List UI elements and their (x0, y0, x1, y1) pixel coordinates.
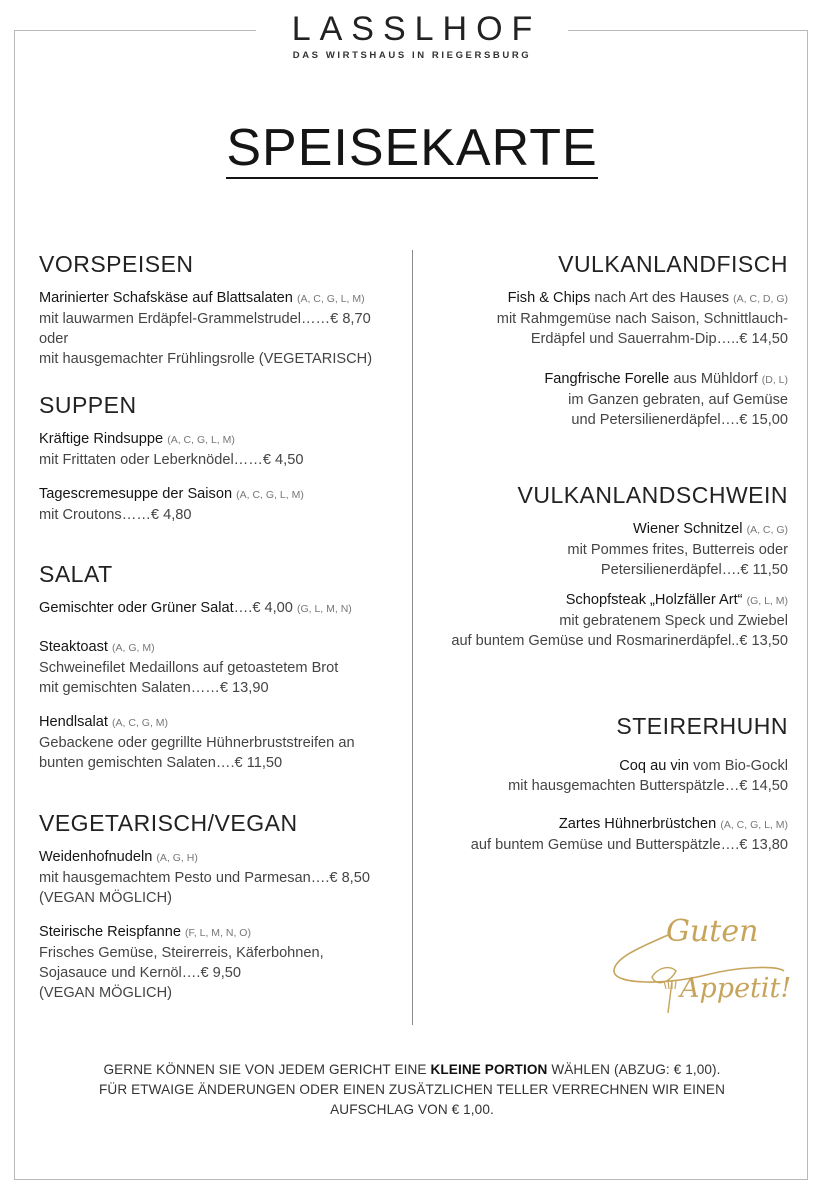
section-title: SALAT (39, 561, 113, 587)
section-vegetarisch (39, 809, 399, 1017)
item-name: Fish & Chips (507, 290, 591, 306)
item-allergens: (G, L, M, N) (296, 603, 352, 615)
footer-line-1-post: WÄHLEN (ABZUG: € 1,00). (547, 1062, 721, 1077)
item-description: Petersilienerdäpfel….€ 11,50 (600, 562, 788, 578)
menu-item (39, 288, 399, 369)
guten-appetit-lettering (606, 905, 792, 1017)
menu-item (39, 637, 399, 698)
footer-line-1-pre: GERNE KÖNNEN SIE VON JEDEM GERICHT EINE (103, 1062, 431, 1077)
item-allergens: (A, C, G, L, M) (296, 293, 365, 305)
item-name: Kräftige Rindsuppe (39, 431, 164, 447)
item-name: Fangfrische Forelle (544, 371, 670, 387)
menu-item (39, 484, 399, 525)
frame-top-line-left (14, 30, 256, 31)
menu-item (420, 519, 788, 580)
item-name: Schopfsteak „Holzfäller Art“ (565, 592, 743, 608)
item-name: Steaktoast (39, 639, 108, 655)
brand-logo (256, 10, 568, 61)
section-schwein (420, 481, 788, 665)
item-name: Wiener Schnitzel (633, 521, 743, 537)
menu-item (39, 922, 399, 1003)
menu-item (39, 598, 399, 619)
item-description: mit Rahmgemüse nach Saison, Schnittlauch- (496, 311, 788, 327)
item-description: Gebackene oder gegrillte Hühnerbruststreifen an (39, 735, 355, 751)
item-description: und Petersilienerdäpfel….€ 15,00 (571, 412, 788, 428)
menu-item (39, 847, 399, 908)
section-fisch (420, 250, 788, 444)
footer-note (0, 1060, 824, 1120)
item-description: bunten gemischten Salaten….€ 11,50 (39, 755, 283, 771)
item-name: Marinierter Schafskäse auf Blattsalaten (39, 290, 293, 306)
section-huhn (420, 712, 788, 869)
item-description: mit lauwarmen Erdäpfel-Grammelstrudel……€ 8,70 (39, 311, 371, 327)
item-description: Sojasauce und Kernöl….€ 9,50 (39, 965, 242, 981)
menu-title-wrap (0, 118, 824, 178)
menu-item (420, 369, 788, 430)
menu-item (39, 712, 399, 773)
item-name: Gemischter oder Grüner Salat (39, 600, 234, 616)
item-allergens: (A, G, M) (112, 642, 155, 654)
item-allergens: (G, L, M) (746, 595, 788, 607)
item-description: mit Frittaten oder Leberknödel……€ 4,50 (39, 452, 304, 468)
item-description: (VEGAN MÖGLICH) (39, 985, 172, 1001)
section-title: SUPPEN (39, 392, 137, 418)
section-title: VULKANLANDSCHWEIN (517, 482, 788, 508)
item-allergens: (A, C, G, M) (112, 717, 169, 729)
brand-name: LASSLHOF (291, 10, 542, 48)
menu-item (39, 429, 399, 470)
item-description: mit hausgemachten Butterspätzle…€ 14,50 (508, 778, 788, 794)
item-description: Schweinefilet Medaillons auf getoastetem Brot (39, 660, 339, 676)
item-allergens: (A, C, G, L, M) (720, 819, 788, 831)
item-name: Weidenhofnudeln (39, 849, 153, 865)
item-origin: aus Mühldorf (673, 371, 758, 387)
menu-item (420, 756, 788, 796)
item-name: Tagescremesuppe der Saison (39, 486, 233, 502)
menu-item (420, 288, 788, 349)
frame-top-line-right (568, 30, 808, 31)
item-origin: vom Bio-Gockl (693, 758, 788, 774)
item-name: Hendlsalat (39, 714, 108, 730)
item-description: mit Croutons……€ 4,80 (39, 507, 192, 523)
item-allergens: (A, G, H) (156, 852, 198, 864)
item-price: ….€ 4,00 (233, 600, 293, 616)
guten-text: Guten (666, 914, 759, 949)
menu-item (420, 814, 788, 855)
section-title: STEIRERHUHN (616, 713, 788, 739)
item-description: Frisches Gemüse, Steirerreis, Käferbohnen, (39, 945, 324, 961)
item-allergens: (D, L) (761, 374, 788, 386)
section-title: VULKANLANDFISCH (558, 251, 788, 277)
appetit-text: Appetit! (680, 973, 792, 1004)
item-name: Coq au vin (619, 758, 690, 774)
item-description: oder (39, 331, 69, 347)
menu-item (420, 590, 788, 651)
item-description: mit Pommes frites, Butterreis oder (567, 542, 788, 558)
footer-line-1-bold: KLEINE PORTION (430, 1062, 548, 1077)
footer-line-1 (0, 1060, 824, 1080)
item-description: Erdäpfel und Sauerrahm-Dip…..€ 14,50 (530, 331, 788, 347)
item-description: auf buntem Gemüse und Butterspätzle….€ 13,80 (470, 837, 788, 853)
item-description: mit hausgemachtem Pesto und Parmesan….€ 8,50 (39, 870, 370, 886)
brand-subtitle: DAS WIRTSHAUS IN RIEGERSBURG (292, 50, 532, 61)
item-allergens: (A, C, D, G) (733, 293, 788, 305)
item-allergens: (F, L, M, N, O) (185, 927, 251, 939)
item-description: mit gemischten Salaten……€ 13,90 (39, 680, 269, 696)
item-allergens: (A, C, G, L, M) (236, 489, 304, 501)
item-description: im Ganzen gebraten, auf Gemüse (568, 392, 788, 408)
section-title: VORSPEISEN (39, 251, 194, 277)
item-allergens: (A, C, G) (746, 524, 788, 536)
section-vorspeisen (39, 250, 399, 383)
footer-line-3: AUFSCHLAG VON € 1,00. (330, 1102, 494, 1117)
item-description: mit gebratenem Speck und Zwiebel (559, 613, 788, 629)
section-salat (39, 560, 399, 787)
item-description: (VEGAN MÖGLICH) (39, 890, 172, 906)
item-allergens: (A, C, G, L, M) (167, 434, 235, 446)
section-title: VEGETARISCH/VEGAN (39, 810, 298, 836)
item-name: Zartes Hühnerbrüstchen (558, 816, 717, 832)
item-description: mit hausgemachter Frühlingsrolle (VEGETARISCH) (39, 351, 373, 367)
item-description: auf buntem Gemüse und Rosmarinerdäpfel..€ 13,50 (451, 633, 788, 649)
menu-title: SPEISEKARTE (226, 119, 598, 177)
item-name: Steirische Reispfanne (39, 924, 181, 940)
footer-line-2: FÜR ETWAIGE ÄNDERUNGEN ODER EINEN ZUSÄTZLICHEN TELLER VERRECHNEN WIR EINEN (99, 1082, 725, 1097)
item-origin: nach Art des Hauses (594, 290, 730, 306)
column-divider (412, 250, 413, 1025)
section-suppen (39, 391, 399, 539)
